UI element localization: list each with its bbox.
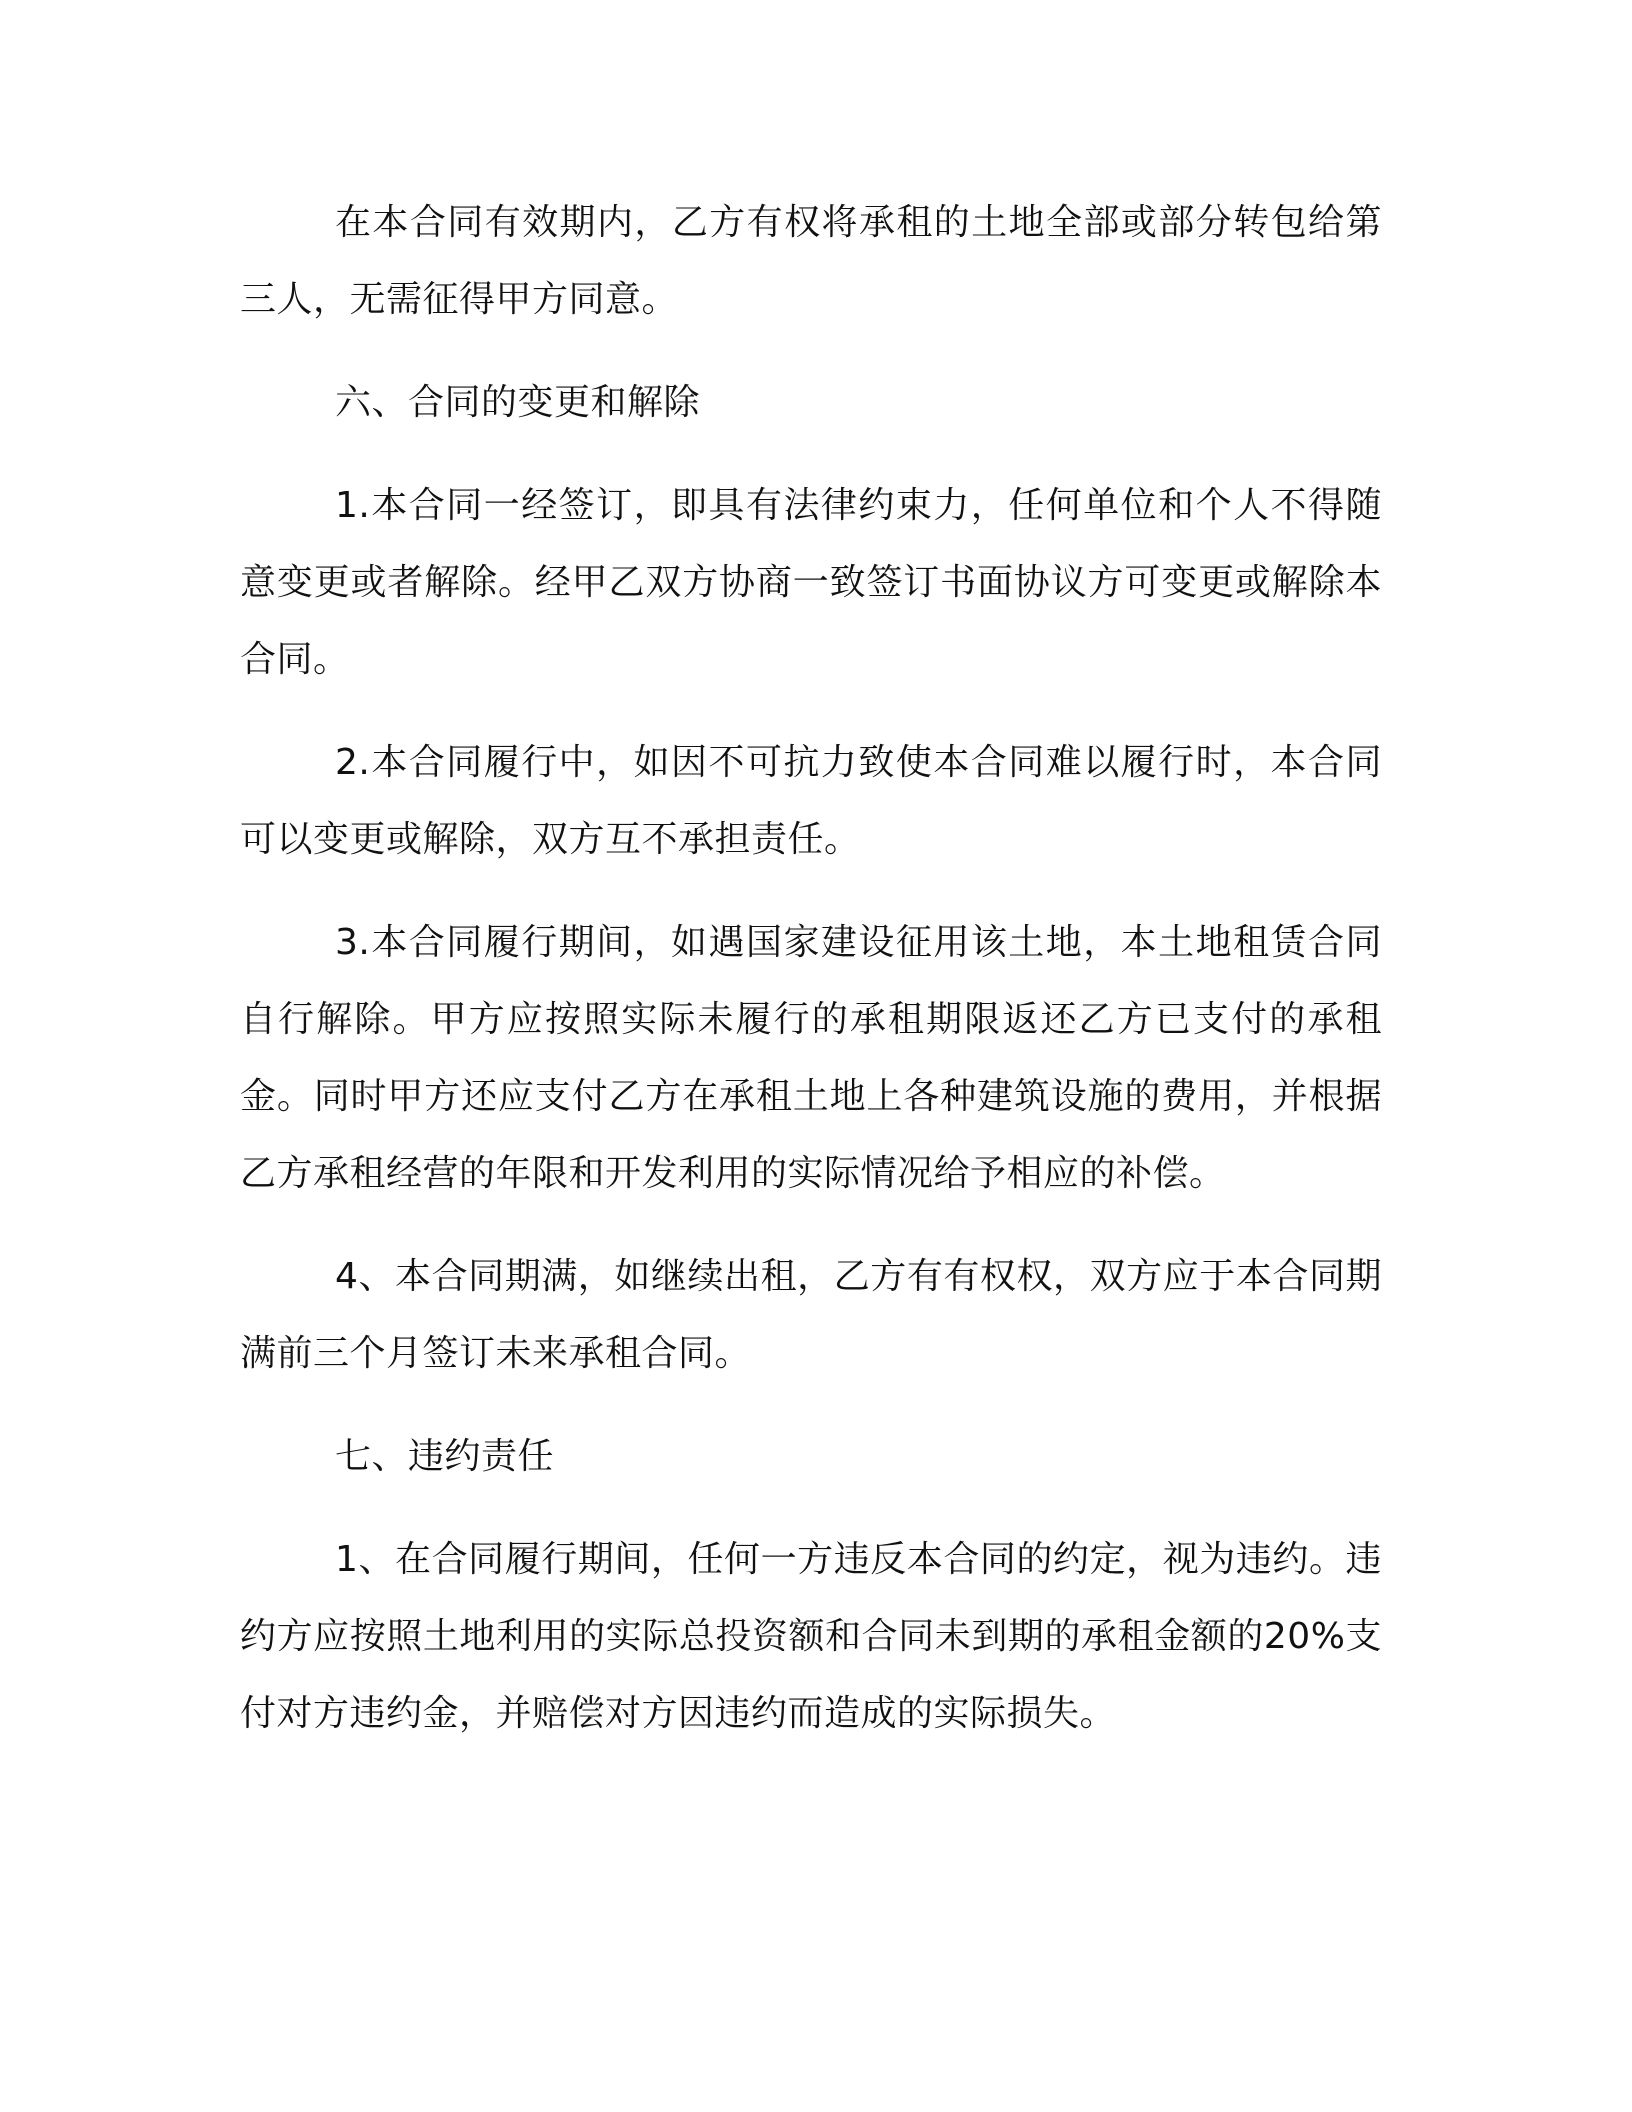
paragraph-clause-6-1: 1.本合同一经签订，即具有法律约束力，任何单位和个人不得随意变更或者解除。经甲乙双方协商一致签订书面协议方可变更或解除本合同。	[240, 485, 1382, 680]
section-heading-breach-liability: 七、违约责任	[335, 1436, 555, 1477]
document-body	[240, 184, 1382, 1752]
paragraph-sublease-right: 在本合同有效期内，乙方有权将承租的土地全部或部分转包给第三人，无需征得甲方同意。	[240, 202, 1382, 320]
section-heading-change-termination: 六、合同的变更和解除	[335, 382, 701, 423]
paragraph-clause-6-4: 4、本合同期满，如继续出租，乙方有有权权，双方应于本合同期满前三个月签订未来承租合同。	[240, 1256, 1382, 1374]
paragraph-clause-6-2: 2.本合同履行中，如因不可抗力致使本合同难以履行时，本合同可以变更或解除，双方互不承担责任。	[240, 742, 1382, 860]
paragraph-clause-7-1: 1、在合同履行期间，任何一方违反本合同的约定，视为违约。违约方应按照土地利用的实际总投资额和合同未到期的承租金额的20%支付对方违约金，并赔偿对方因违约而造成的实际损失。	[240, 1539, 1382, 1734]
paragraph-clause-6-3: 3.本合同履行期间，如遇国家建设征用该土地，本土地租赁合同自行解除。甲方应按照实际未履行的承租期限返还乙方已支付的承租金。同时甲方还应支付乙方在承租土地上各种建筑设施的费用，并根据乙方承租经营的年限和开发利用的实际情况给予相应的补偿。	[240, 922, 1382, 1194]
